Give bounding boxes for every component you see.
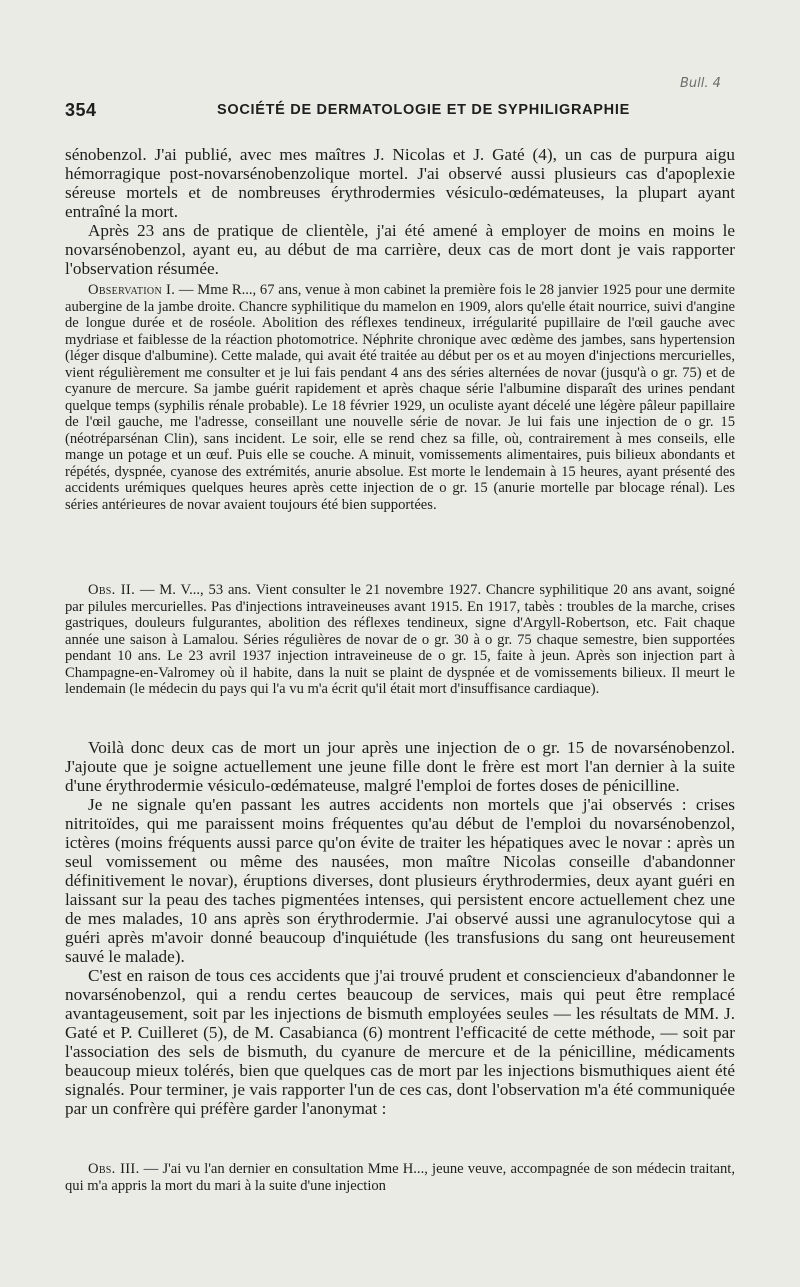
discussion-paragraph-1: Voilà donc deux cas de mort un jour après une injection de o gr. 15 de novarsénobenzol. J'ajoute que je soigne actuellement une jeune fille dont le frère est mort l'an dernier à la suite d'une érythrodermie vésiculo-œdémateuse, malgré l'emploi de fortes doses de pénicilline.: [65, 738, 735, 795]
running-title: SOCIÉTÉ DE DERMATOLOGIE ET DE SYPHILIGRAPHIE: [217, 102, 630, 118]
intro-section: [65, 145, 735, 278]
observation-1: [65, 282, 735, 513]
intro-paragraph-2: Après 23 ans de pratique de clientèle, j'ai été amené à employer de moins en moins le novarsénobenzol, ayant eu, au début de ma carrière, deux cas de mort dont je vais rapporter l'observation résumée.: [65, 221, 735, 278]
observation-2: [65, 582, 735, 698]
discussion-paragraph-2: Je ne signale qu'en passant les autres accidents non mortels que j'ai observés : crises nitritoïdes, qui me paraissent moins fréquentes qu'au début de l'emploi du novarsénobenzol, ictères (moins fréquents aussi parce qu'on évite de traiter les hépatiques avec le novar : après un seul vomissement ou même des nausées, mon maître Nicolas conseille d'abandonner définitivement le novar), éruptions diverses, dont plusieurs érythrodermies, deux ayant guéri en laissant sur la peau des taches pigmentées intenses, qui persistent encore actuellement chez une de mes malades, 10 ans après son érythrodermie. J'ai observé aussi une agranulocytose qui a guéri après m'avoir donné beaucoup d'inquiétude (les transfusions du sang ont heureusement sauvé le malade).: [65, 795, 735, 966]
observation-3-paragraph: [65, 1161, 735, 1194]
observation-3-label: Obs. III.: [88, 1161, 140, 1177]
observation-1-label: Observation I.: [88, 282, 176, 298]
observation-2-label: Obs. II.: [88, 582, 136, 598]
discussion-paragraph-3: C'est en raison de tous ces accidents que j'ai trouvé prudent et consciencieux d'abandonner le novarsénobenzol, qui a rendu certes beaucoup de services, mais qui peut être remplacé avantageusement, soit par les injections de bismuth employées seules — les résultats de MM. J. Gaté et P. Cuilleret (5), de M. Casabianca (6) montrent l'efficacité de cette méthode, — soit par l'association des sels de bismuth, du cyanure de mercure et de la pénicilline, médicaments beaucoup mieux tolérés, bien que quelques cas de mort par les injections bismuthiques aient été signalés. Pour terminer, je vais rapporter l'un de ces cas, dont l'observation m'a été communiquée par un confrère qui préfère garder l'anonymat :: [65, 966, 735, 1118]
intro-paragraph-1: sénobenzol. J'ai publié, avec mes maîtres J. Nicolas et J. Gaté (4), un cas de purpura aigu hémorragique post-novarsénobenzolique mortel. J'ai observé aussi plusieurs cas d'apoplexie séreuse mortels et de nombreuses érythrodermies vésiculo-œdémateuses, la plupart ayant entraîné la mort.: [65, 145, 735, 221]
observation-1-text: — Mme R..., 67 ans, venue à mon cabinet la première fois le 28 janvier 1925 pour une dermite aubergine de la jambe droite. Chancre syphilitique du mamelon en 1909, alors qu'elle était nourrice, suivi d'angine de longue durée et de roséole. Abolition des réflexes tendineux, irrégularité pupillaire de l'œil gauche avec mydriase et faiblesse de la réaction photomotrice. Néphrite chronique avec œdème des jambes, sans hypertension (léger disque d'albumine). Cette malade, qui avait été traitée au début per os et au moyen d'injections mercurielles, vient régulièrement me consulter et je lui fais pendant 4 ans des séries alternées de novar (jusqu'à o gr. 75) et de cyanure de mercure. Sa jambe guérit rapidement et après chaque série l'albumine disparaît des urines pendant quelque temps (syphilis rénale probable). Le 18 février 1929, un oculiste ayant décelé une légère pâleur papillaire de l'œil gauche, me l'adresse, conseillant une nouvelle série de novar. Je lui fais une injection de o gr. 15 (néotréparsénan Clin), sans incident. Le soir, elle se rend chez sa fille, où, contrairement à mes conseils, elle mange un potage et un œuf. Puis elle se couche. A minuit, vomissements alimentaires, puis bilieux abondants et répétés, dyspnée, cyanose des extrémités, anurie absolue. Est morte le lendemain à 15 heures, ayant présenté des accidents urémiques quelques heures après cette injection de o gr. 15 (anurie mortelle par blocage rénal). Les séries antérieures de novar avaient toujours été bien supportées.: [65, 282, 735, 513]
page-number: 354: [65, 100, 97, 120]
observation-2-paragraph: [65, 582, 735, 698]
observation-3-text: — J'ai vu l'an dernier en consultation Mme H..., jeune veuve, accompagnée de son médecin traitant, qui m'a appris la mort du mari à la suite d'une injection: [65, 1161, 735, 1194]
handwritten-annotation: Bull. 4: [680, 76, 721, 91]
observation-3: [65, 1161, 735, 1194]
observation-1-paragraph: [65, 282, 735, 513]
discussion-section: [65, 738, 735, 1118]
observation-2-text: — M. V..., 53 ans. Vient consulter le 21 novembre 1927. Chancre syphilitique 20 ans avant, soigné par pilules mercurielles. Pas d'injections intraveineuses avant 1915. En 1917, tabès : troubles de la marche, crises gastriques, douleurs fulgurantes, abolition des réflexes tendineux, signe d'Argyll-Robertson, etc. Fait chaque année une saison à Lamalou. Séries régulières de novar de o gr. 30 à o gr. 75 chaque semestre, bien supportées pendant 10 ans. Le 23 avril 1937 injection intraveineuse de o gr. 15, faite à jeun. Après son injection part à Champagne-en-Valromey où il habite, dans la nuit se plaint de dyspnée et de vomissements bilieux. Il meurt le lendemain (le médecin du pays qui l'a vu m'a écrit qu'il était mort d'insuffisance cardiaque).: [65, 582, 735, 697]
